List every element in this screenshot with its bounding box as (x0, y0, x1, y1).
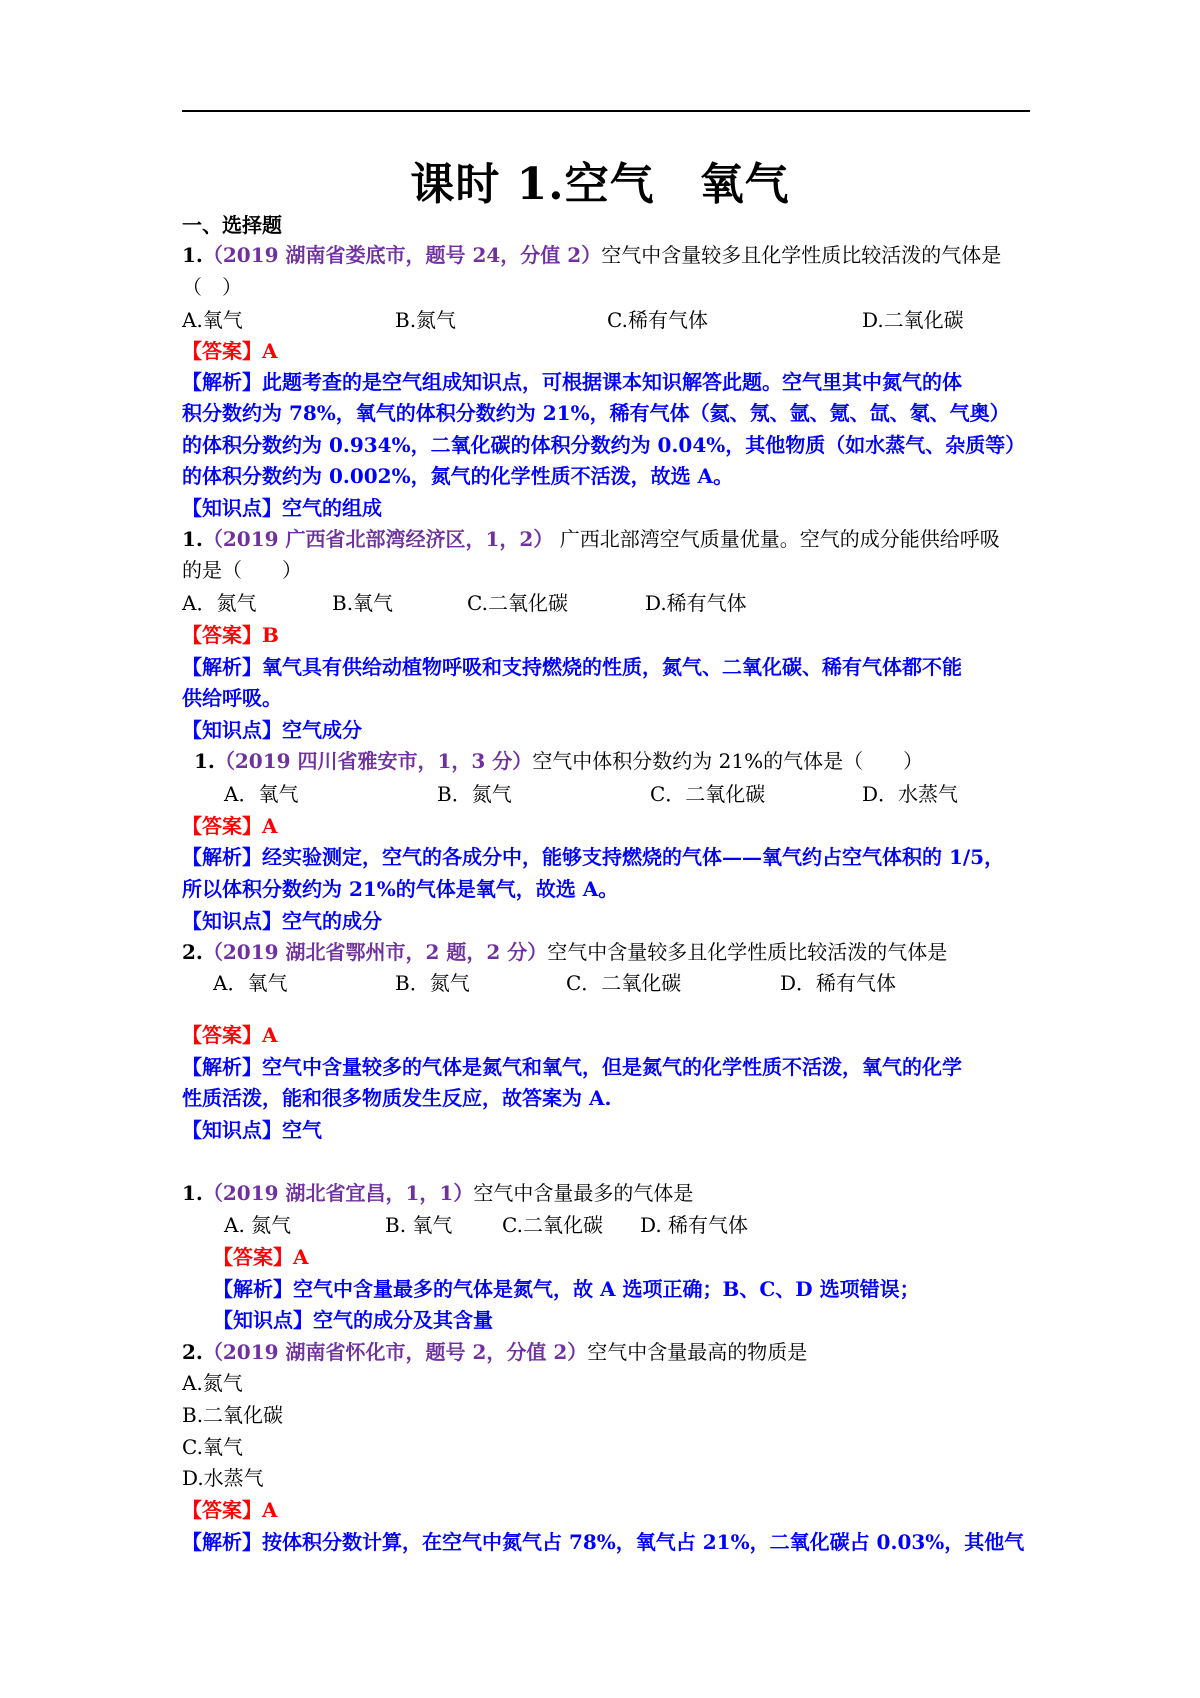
explanation-line: 的体积分数约为 0.934%，二氧化碳的体积分数约为 0.04%，其他物质（如水蒸气、杂质等） (182, 433, 1026, 457)
answer: 【答案】A (182, 814, 278, 838)
option-a: A. 氮气 (224, 1213, 292, 1237)
question-3-line1 (194, 746, 923, 776)
option-d: D.稀有气体 (645, 591, 747, 615)
question-source: （2019 湖北省鄂州市，2 题，2 分） (202, 940, 548, 964)
knowledge-point: 【知识点】空气成分 (182, 718, 362, 742)
page-title: 课时 1.空气 氧气 (410, 159, 790, 210)
question-source: （2019 湖北省宜昌，1，1） (202, 1181, 474, 1205)
option-a: A.氮气 (182, 1371, 243, 1395)
explanation-line: 【解析】经实验测定，空气的各成分中，能够支持燃烧的气体——氧气约占空气体积的 1/5， (182, 845, 1005, 869)
answer: 【答案】A (213, 1245, 309, 1269)
knowledge-point: 【知识点】空气的组成 (182, 496, 382, 520)
question-stem: 广西北部湾空气质量优量。空气的成分能供给呼吸 (559, 527, 1000, 551)
question-source: （2019 湖南省怀化市，题号 2，分值 2） (202, 1340, 588, 1364)
option-a: A．氧气 (224, 782, 299, 806)
option-d: D. 稀有气体 (640, 1213, 749, 1237)
knowledge-point: 【知识点】空气 (182, 1118, 322, 1142)
option-b: B. 氧气 (385, 1213, 453, 1237)
option-d: D．稀有气体 (780, 971, 897, 995)
question-2-line1 (182, 524, 1000, 554)
option-b: B.氮气 (395, 308, 457, 332)
explanation-line: 积分数约为 78%，氧气的体积分数约为 21%，稀有气体（氦、氖、氩、氪、氙、氡、气奥） (182, 401, 1010, 425)
header-rule (182, 110, 1030, 112)
question-6-line1 (182, 1337, 807, 1367)
option-d: D.水蒸气 (182, 1466, 264, 1490)
question-number: 2. (182, 1340, 203, 1364)
section-heading: 一、选择题 (182, 213, 282, 237)
explanation-line: 【解析】空气中含量最多的气体是氮气，故 A 选项正确；B、C、D 选项错误； (213, 1277, 920, 1301)
explanation-line: 【解析】此题考查的是空气组成知识点，可根据课本知识解答此题。空气里其中氮气的体 (182, 370, 962, 394)
answer: 【答案】B (182, 623, 279, 647)
answer: 【答案】A (182, 1498, 278, 1522)
knowledge-point: 【知识点】空气的成分及其含量 (213, 1308, 493, 1332)
question-source: （2019 湖南省娄底市，题号 24，分值 2） (202, 243, 602, 267)
question-source: （2019 广西省北部湾经济区，1，2） (202, 527, 554, 551)
question-stem: 空气中含量最高的物质是 (587, 1340, 808, 1364)
question-number: 1. (194, 749, 215, 773)
question-number: 1. (182, 1181, 203, 1205)
question-4-line1 (182, 937, 947, 967)
option-a: A．氧气 (213, 971, 288, 995)
question-1-line1 (182, 240, 1001, 270)
question-stem: 空气中含量较多且化学性质比较活泼的气体是 (601, 243, 1002, 267)
option-a: A．氮气 (182, 591, 257, 615)
answer: 【答案】A (182, 1023, 278, 1047)
option-a: A.氧气 (182, 308, 243, 332)
explanation-line: 性质活泼，能和很多物质发生反应，故答案为 A. (182, 1086, 612, 1110)
option-c: C．二氧化碳 (650, 782, 766, 806)
knowledge-point: 【知识点】空气的成分 (182, 909, 382, 933)
explanation-line: 供给呼吸。 (182, 686, 282, 710)
question-stem: 空气中体积分数约为 21%的气体是（ ） (532, 749, 924, 773)
option-c: C.稀有气体 (607, 308, 708, 332)
question-stem-cont: （ ） (182, 275, 242, 299)
option-b: B.二氧化碳 (182, 1403, 284, 1427)
option-c: C.氧气 (182, 1435, 243, 1459)
option-c: C.二氧化碳 (502, 1213, 603, 1237)
option-c: C.二氧化碳 (467, 591, 568, 615)
question-stem: 空气中含量最多的气体是 (473, 1181, 694, 1205)
explanation-line: 所以体积分数约为 21%的气体是氧气，故选 A。 (182, 877, 619, 901)
option-d: D.二氧化碳 (862, 308, 964, 332)
explanation-line: 【解析】按体积分数计算，在空气中氮气占 78%，氧气占 21%，二氧化碳占 0.03%，其他气 (182, 1530, 1025, 1554)
question-number: 2. (182, 940, 203, 964)
option-b: B.氧气 (332, 591, 394, 615)
option-b: B．氮气 (395, 971, 470, 995)
explanation-line: 【解析】氧气具有供给动植物呼吸和支持燃烧的性质，氮气、二氧化碳、稀有气体都不能 (182, 655, 962, 679)
question-source: （2019 四川省雅安市，1，3 分） (214, 749, 533, 773)
question-number: 1. (182, 243, 203, 267)
question-number: 1. (182, 527, 203, 551)
question-stem: 空气中含量较多且化学性质比较活泼的气体是 (547, 940, 948, 964)
question-stem-cont: 的是（ ） (182, 558, 302, 582)
option-b: B．氮气 (437, 782, 512, 806)
answer: 【答案】A (182, 339, 278, 363)
option-d: D．水蒸气 (862, 782, 959, 806)
option-c: C．二氧化碳 (566, 971, 682, 995)
explanation-line: 【解析】空气中含量较多的气体是氮气和氧气，但是氮气的化学性质不活泼，氧气的化学 (182, 1055, 962, 1079)
explanation-line: 的体积分数约为 0.002%，氮气的化学性质不活泼，故选 A。 (182, 464, 734, 488)
question-5-line1 (182, 1178, 693, 1208)
